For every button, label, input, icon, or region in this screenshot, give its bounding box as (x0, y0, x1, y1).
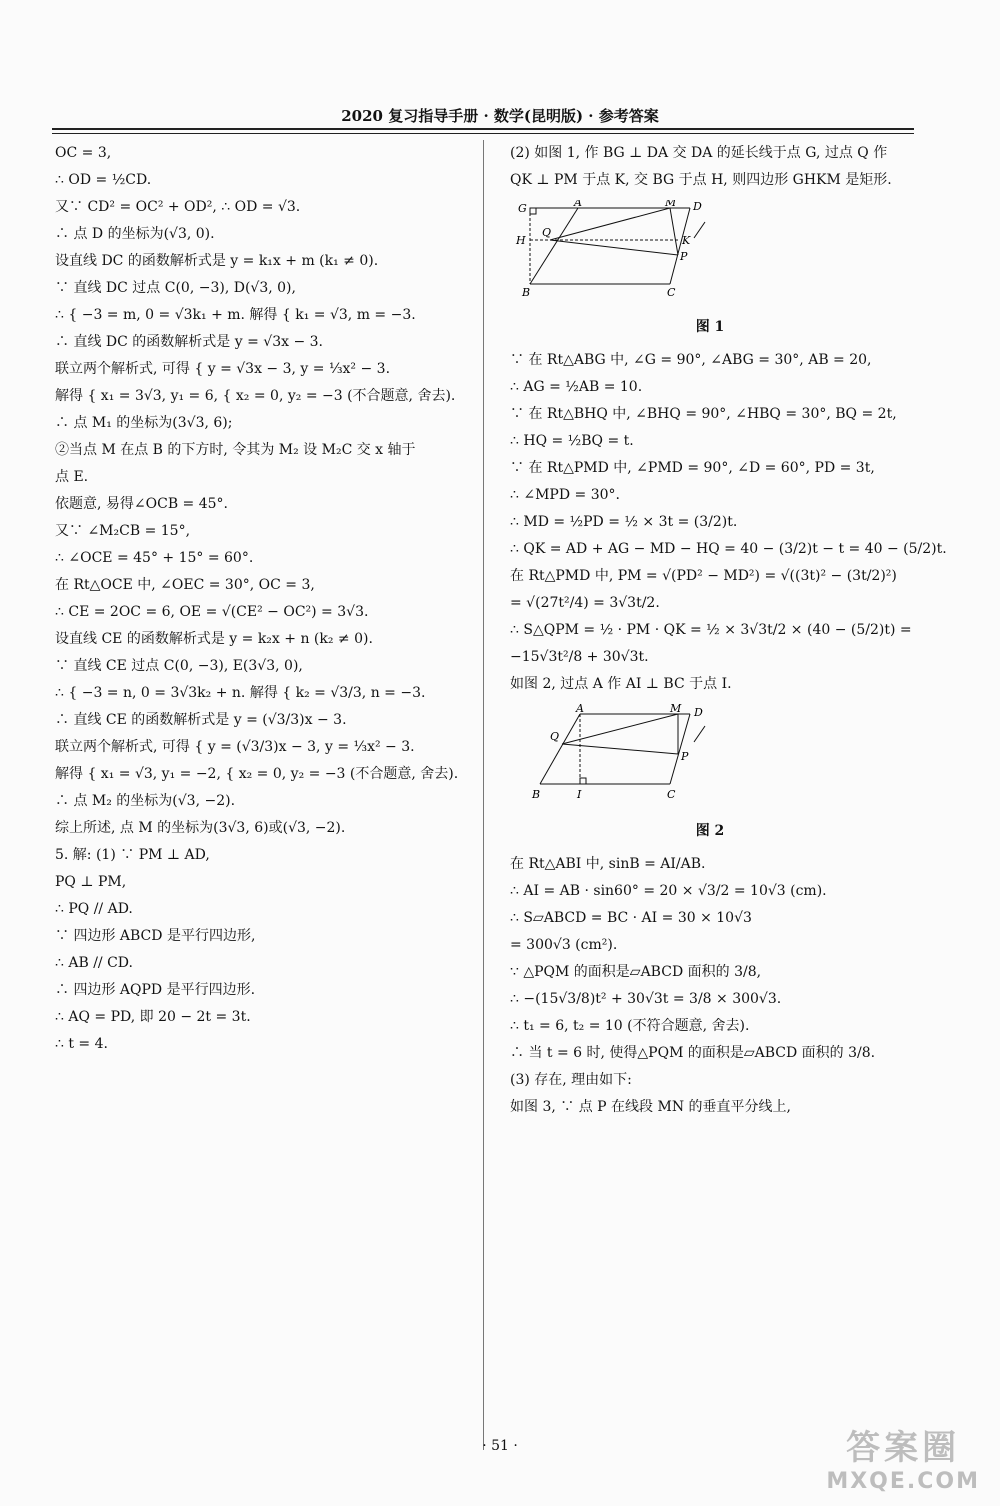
watermark-text: 答案圈 (846, 1428, 961, 1468)
fig1-label-M: M (665, 200, 677, 209)
fig1-label-Q: Q (542, 226, 552, 239)
text-line: ∴ 直线 DC 的函数解析式是 y = √3x − 3. (55, 334, 323, 350)
text-line: 又∵ CD² = OC² + OD², ∴ OD = √3. (55, 199, 301, 215)
text-line: ∴ S△QPM = ½ · PM · QK = ½ × 3√3t/2 × (40 − (5/2)t) = (510, 622, 912, 638)
fig2-label-I: I (577, 788, 582, 801)
text-line: PQ ⊥ PM, (55, 874, 127, 890)
fig1-label-G: G (518, 202, 527, 215)
watermark-logo (826, 1420, 980, 1494)
page-header: 2020 复习指导手册 · 数学(昆明版) · 参考答案 (341, 107, 659, 125)
text-line: ∴ −(15√3/8)t² + 30√3t = 3/8 × 300√3. (510, 991, 782, 1007)
text-line: −15√3t²/8 + 30√3t. (510, 649, 649, 665)
text-line: QK ⊥ PM 于点 K, 交 BG 于点 H, 则四边形 GHKM 是矩形. (510, 172, 892, 188)
text-line: 在 Rt△OCE 中, ∠OEC = 30°, OC = 3, (55, 577, 315, 593)
text-line: ∵ 直线 CE 过点 C(0, −3), E(3√3, 0), (55, 658, 303, 674)
text-line: ∴ CE = 2OC = 6, OE = √(CE² − OC²) = 3√3. (55, 604, 369, 620)
text-line: ∴ AB // CD. (55, 955, 133, 971)
text-line: ∴ PQ // AD. (55, 901, 133, 917)
fig2-label-A: A (576, 704, 584, 715)
text-line: ∴ ∠MPD = 30°. (510, 487, 620, 503)
text-line: ∴ 点 M₁ 的坐标为(3√3, 6); (55, 415, 233, 431)
text-line: ∴ OD = ½CD. (55, 172, 152, 188)
text-line: ∵ △PQM 的面积是▱ABCD 面积的 3/8, (510, 964, 762, 980)
text-line: ∴ MD = ½PD = ½ × 3t = (3/2)t. (510, 514, 738, 530)
fig2-label-P: P (681, 750, 689, 763)
page-number: · 51 · (482, 1438, 518, 1454)
header-rule-thin (52, 133, 914, 134)
text-line: ∴ 当 t = 6 时, 使得△PQM 的面积是▱ABCD 面积的 3/8. (510, 1045, 876, 1061)
text-line: ∴ { −3 = n, 0 = 3√3k₂ + n. 解得 { k₂ = √3/3, n = −3. (55, 685, 426, 701)
figure-1 (510, 200, 910, 310)
text-line: OC = 3, (55, 145, 112, 161)
text-line: 5. 解: (1) ∵ PM ⊥ AD, (55, 847, 210, 863)
fig1-label-K: K (682, 234, 691, 247)
fig1-label-D: D (693, 200, 702, 213)
text-line: 解得 { x₁ = √3, y₁ = −2, { x₂ = 0, y₂ = −3 (不合题意, 舍去). (55, 766, 459, 782)
text-line: ∵ 在 Rt△ABG 中, ∠G = 90°, ∠ABG = 30°, AB = 20, (510, 352, 872, 368)
watermark-url: MXQE.COM (826, 1469, 980, 1494)
fig2-label-M: M (670, 704, 682, 715)
fig1-label-H: H (516, 234, 526, 247)
figure-1-caption: 图 1 (695, 319, 725, 335)
text-line: 联立两个解析式, 可得 { y = (√3/3)x − 3, y = ⅓x² − 3. (55, 739, 415, 755)
text-line: ∴ 四边形 AQPD 是平行四边形. (55, 982, 256, 998)
text-line: 联立两个解析式, 可得 { y = √3x − 3, y = ⅓x² − 3. (55, 361, 391, 377)
text-line: ∴ t = 4. (55, 1036, 108, 1052)
text-line: 设直线 DC 的函数解析式是 y = k₁x + m (k₁ ≠ 0). (55, 253, 379, 269)
figure-2-caption: 图 2 (695, 823, 725, 839)
text-line: 在 Rt△ABI 中, sinB = AI/AB. (510, 856, 706, 872)
column-divider (483, 140, 484, 1450)
text-line: ∵ 四边形 ABCD 是平行四边形, (55, 928, 256, 944)
fig2-label-C: C (667, 788, 676, 801)
text-line: 如图 2, 过点 A 作 AI ⊥ BC 于点 I. (510, 676, 732, 692)
fig2-label-B: B (532, 788, 541, 801)
text-line: ∴ HQ = ½BQ = t. (510, 433, 634, 449)
header-rule (52, 128, 914, 130)
right-column (510, 140, 947, 1121)
text-line: 点 E. (55, 469, 89, 485)
figure-2-diagram (510, 704, 710, 804)
text-line: ∵ 在 Rt△BHQ 中, ∠BHQ = 90°, ∠HBQ = 30°, BQ = 2t, (510, 406, 897, 422)
text-line: = √(27t²/4) = 3√3t/2. (510, 595, 660, 611)
fig2-label-Q: Q (550, 730, 560, 743)
text-line: ∴ ∠OCE = 45° + 15° = 60°. (55, 550, 254, 566)
figure-2 (510, 704, 910, 814)
fig1-label-A: A (574, 200, 582, 209)
fig2-label-D: D (694, 706, 703, 719)
text-line: ∴ AQ = PD, 即 20 − 2t = 3t. (55, 1009, 251, 1025)
text-line: ∴ AG = ½AB = 10. (510, 379, 643, 395)
text-line: 依题意, 易得∠OCB = 45°. (55, 496, 229, 512)
text-line: ∴ 直线 CE 的函数解析式是 y = (√3/3)x − 3. (55, 712, 347, 728)
text-line: 设直线 CE 的函数解析式是 y = k₂x + n (k₂ ≠ 0). (55, 631, 373, 647)
text-line: 解得 { x₁ = 3√3, y₁ = 6, { x₂ = 0, y₂ = −3 (不合题意, 舍去). (55, 388, 456, 404)
text-line: 综上所述, 点 M 的坐标为(3√3, 6)或(√3, −2). (55, 820, 346, 836)
figure-1-diagram (510, 200, 710, 300)
text-line: (2) 如图 1, 作 BG ⊥ DA 交 DA 的延长线于点 G, 过点 Q 作 (510, 145, 888, 161)
text-line: ∴ 点 M₂ 的坐标为(√3, −2). (55, 793, 236, 809)
text-line: ∴ QK = AD + AG − MD − HQ = 40 − (3/2)t − t = 40 − (5/2)t. (510, 541, 947, 557)
left-column (55, 140, 475, 1058)
text-line: ∵ 直线 DC 过点 C(0, −3), D(√3, 0), (55, 280, 296, 296)
text-line: = 300√3 (cm²). (510, 937, 618, 953)
text-line: ∵ 在 Rt△PMD 中, ∠PMD = 90°, ∠D = 60°, PD = 3t, (510, 460, 875, 476)
fig1-label-B: B (522, 286, 531, 299)
fig1-label-P: P (680, 250, 688, 263)
fig1-label-C: C (667, 286, 676, 299)
text-line: 又∵ ∠M₂CB = 15°, (55, 523, 191, 539)
text-line: ∴ 点 D 的坐标为(√3, 0). (55, 226, 215, 242)
text-line: ∴ t₁ = 6, t₂ = 10 (不符合题意, 舍去). (510, 1018, 750, 1034)
text-line: ∴ AI = AB · sin60° = 20 × √3/2 = 10√3 (cm). (510, 883, 827, 899)
text-line: ∴ { −3 = m, 0 = √3k₁ + m. 解得 { k₁ = √3, m = −3. (55, 307, 416, 323)
text-line: 如图 3, ∵ 点 P 在线段 MN 的垂直平分线上, (510, 1099, 791, 1115)
text-line: 在 Rt△PMD 中, PM = √(PD² − MD²) = √((3t)² − (3t/2)²) (510, 568, 897, 584)
text-line: ∴ S▱ABCD = BC · AI = 30 × 10√3 (510, 910, 752, 926)
text-line: (3) 存在, 理由如下: (510, 1072, 632, 1088)
text-line: ②当点 M 在点 B 的下方时, 令其为 M₂ 设 M₂C 交 x 轴于 (55, 442, 416, 458)
